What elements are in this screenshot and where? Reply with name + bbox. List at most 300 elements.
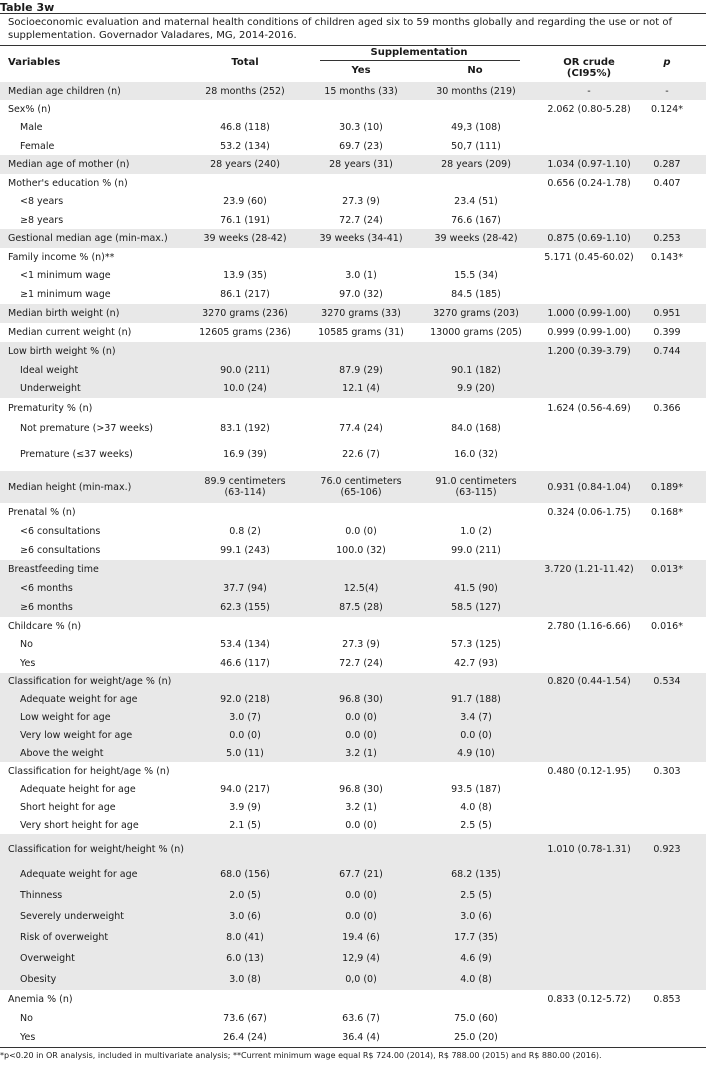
table-header	[0, 45, 706, 83]
cell-variable: <6 consultations	[20, 526, 101, 537]
cell-total: 46.6 (117)	[220, 658, 270, 669]
header-p-value: p	[663, 57, 671, 68]
cell-variable: Breastfeeding time	[8, 564, 99, 575]
cell-no: 4.0 (8)	[460, 801, 492, 813]
cell-variable: ≥1 minimum wage	[20, 289, 111, 300]
cell-yes: 28 years (31)	[329, 159, 393, 170]
cell-p	[642, 192, 692, 211]
cell-or	[536, 579, 642, 598]
cell-or: 0.656 (0.24-1.78)	[547, 177, 631, 189]
cell-p	[642, 708, 692, 726]
cell-total: 73.6 (67)	[223, 1013, 267, 1024]
cell-variable: <8 years	[20, 196, 64, 207]
cell-total	[185, 100, 305, 118]
cell-no	[415, 503, 537, 522]
cell-yes: 100.0 (32)	[336, 545, 386, 556]
cell-p: 0.124*	[651, 103, 683, 115]
cell-total	[185, 990, 305, 1009]
cell-p	[642, 927, 692, 948]
cell-no	[415, 342, 537, 361]
header-total: Total	[231, 57, 259, 68]
cell-yes: 87.5 (28)	[339, 602, 383, 613]
table-row	[0, 673, 706, 690]
table-subrow	[0, 1028, 706, 1046]
cell-no	[415, 248, 537, 266]
cell-yes: 72.7 (24)	[339, 214, 383, 226]
cell-or	[536, 690, 642, 708]
cell-p: 0.366	[653, 402, 681, 414]
table-row	[0, 155, 706, 174]
table-subrow	[0, 118, 706, 137]
cell-variable: Adequate height for age	[20, 783, 136, 795]
cell-or	[536, 798, 642, 816]
table-subrow	[0, 635, 706, 654]
table-row	[0, 560, 706, 579]
table-subrow	[0, 438, 706, 471]
cell-or: 2.062 (0.80-5.28)	[547, 103, 631, 115]
cell-yes: 30.3 (10)	[339, 122, 383, 133]
cell-or: 3.720 (1.21-11.42)	[544, 564, 634, 575]
cell-no: 91.0 centimeters (63-115)	[435, 476, 517, 498]
cell-or	[536, 522, 642, 541]
cell-total: 26.4 (24)	[223, 1031, 267, 1043]
cell-or	[536, 418, 642, 438]
cell-variable: Low birth weight % (n)	[8, 346, 116, 357]
cell-no: 93.5 (187)	[451, 783, 501, 795]
cell-no: 15.5 (34)	[454, 270, 498, 281]
cell-no: 3.0 (6)	[460, 911, 492, 922]
table-subrow	[0, 285, 706, 304]
cell-total: 3.0 (6)	[229, 911, 261, 922]
cell-variable: Not premature (>37 weeks)	[20, 422, 154, 434]
cell-variable: Classification for height/age % (n)	[8, 765, 170, 777]
cell-yes	[300, 673, 422, 690]
cell-no: 57.3 (125)	[451, 639, 501, 650]
cell-total: 90.0 (211)	[220, 364, 270, 376]
cell-total: 28 months (252)	[205, 85, 285, 97]
cell-p	[642, 418, 692, 438]
table-subrow	[0, 780, 706, 798]
cell-or: 0.480 (0.12-1.95)	[547, 765, 631, 777]
table-subrow	[0, 906, 706, 927]
cell-p: 0.287	[653, 159, 681, 170]
cell-variable: Very short height for age	[20, 819, 139, 831]
cell-total	[185, 762, 305, 780]
cell-or	[536, 864, 642, 885]
cell-total: 3.9 (9)	[229, 801, 261, 813]
cell-yes	[300, 342, 422, 361]
cell-yes: 77.4 (24)	[339, 422, 383, 434]
cell-or	[536, 906, 642, 927]
cell-variable: Childcare % (n)	[8, 620, 82, 632]
cell-no: 41.5 (90)	[454, 583, 498, 594]
cell-p: 0.951	[653, 308, 681, 319]
cell-total	[185, 834, 305, 864]
cell-no: 49,3 (108)	[451, 122, 501, 133]
cell-yes: 12,9 (4)	[342, 953, 380, 964]
cell-yes	[300, 248, 422, 266]
cell-total: 0.0 (0)	[229, 729, 261, 741]
table-subrow	[0, 598, 706, 617]
cell-no: 4.9 (10)	[457, 747, 495, 759]
cell-p	[642, 285, 692, 304]
cell-total: 53.2 (134)	[220, 140, 270, 152]
table-bottom-rule	[0, 1047, 706, 1048]
cell-p: 0.744	[653, 346, 681, 357]
cell-no	[415, 398, 537, 418]
table-row	[0, 100, 706, 118]
cell-p	[642, 885, 692, 906]
cell-variable: Median current weight (n)	[8, 327, 132, 338]
table-row	[0, 323, 706, 342]
cell-variable: Female	[20, 140, 55, 152]
cell-total: 92.0 (218)	[220, 693, 270, 705]
cell-p: 0.399	[653, 327, 681, 338]
cell-no: 50,7 (111)	[451, 140, 501, 152]
cell-no: 3270 grams (203)	[433, 308, 519, 319]
cell-or	[536, 816, 642, 834]
cell-yes: 22.6 (7)	[342, 449, 380, 460]
cell-or	[536, 361, 642, 379]
cell-variable: <1 minimum wage	[20, 270, 111, 281]
cell-or	[536, 726, 642, 744]
cell-no: 75.0 (60)	[454, 1013, 498, 1024]
table-subrow	[0, 798, 706, 816]
cell-p	[642, 726, 692, 744]
cell-p: 0.168*	[651, 507, 683, 518]
table-subrow	[0, 654, 706, 673]
cell-no	[415, 560, 537, 579]
cell-variable: Median age children (n)	[8, 85, 121, 97]
table-subrow	[0, 708, 706, 726]
cell-yes: 19.4 (6)	[342, 932, 380, 943]
cell-no: 17.7 (35)	[454, 932, 498, 943]
cell-variable: Classification for weight/age % (n)	[8, 676, 172, 687]
cell-yes: 3.0 (1)	[345, 270, 377, 281]
cell-variable: Median age of mother (n)	[8, 159, 130, 170]
cell-yes	[300, 398, 422, 418]
cell-variable: Sex% (n)	[8, 103, 51, 115]
header-no: No	[467, 65, 483, 76]
cell-or	[536, 1009, 642, 1028]
cell-or	[536, 708, 642, 726]
cell-variable: Median height (min-max.)	[8, 481, 132, 493]
cell-total: 46.8 (118)	[220, 122, 270, 133]
cell-total: 62.3 (155)	[220, 602, 270, 613]
cell-or	[536, 285, 642, 304]
cell-total	[185, 673, 305, 690]
table-caption	[0, 13, 706, 46]
cell-or: -	[587, 85, 591, 97]
cell-variable: ≥6 consultations	[20, 545, 101, 556]
table-row	[0, 82, 706, 100]
cell-or: 0.875 (0.69-1.10)	[547, 233, 631, 244]
cell-total: 53.4 (134)	[220, 639, 270, 650]
cell-no: 3.4 (7)	[460, 711, 492, 723]
cell-variable: Gestional median age (min-max.)	[8, 233, 168, 244]
cell-total: 68.0 (156)	[220, 869, 270, 880]
cell-p	[642, 969, 692, 990]
cell-variable: No	[20, 639, 33, 650]
cell-p	[642, 118, 692, 137]
cell-p	[642, 541, 692, 560]
cell-no: 23.4 (51)	[454, 196, 498, 207]
cell-yes: 0.0 (0)	[345, 819, 377, 831]
cell-total: 12605 grams (236)	[199, 327, 291, 338]
cell-total: 76.1 (191)	[220, 214, 270, 226]
table-subrow	[0, 744, 706, 762]
cell-p	[642, 948, 692, 969]
cell-total: 3.0 (8)	[229, 974, 261, 985]
cell-or	[536, 969, 642, 990]
cell-total: 83.1 (192)	[220, 422, 270, 434]
cell-total: 28 years (240)	[210, 159, 280, 170]
header-or-crude: OR crude (CI95%)	[563, 57, 615, 79]
cell-no: 4.6 (9)	[460, 953, 492, 964]
table-row	[0, 990, 706, 1009]
cell-no: 39 weeks (28-42)	[434, 233, 518, 244]
cell-or	[536, 780, 642, 798]
cell-yes: 96.8 (30)	[339, 783, 383, 795]
cell-or: 0.833 (0.12-5.72)	[547, 994, 631, 1005]
cell-total	[185, 342, 305, 361]
cell-total	[185, 617, 305, 635]
cell-yes	[300, 174, 422, 192]
cell-or: 1.624 (0.56-4.69)	[547, 402, 631, 414]
cell-variable: Classification for weight/height % (n)	[8, 843, 184, 855]
cell-p: -	[665, 85, 669, 97]
table-subrow	[0, 361, 706, 379]
cell-variable: Prenatal % (n)	[8, 507, 76, 518]
cell-yes	[300, 834, 422, 864]
cell-variable: Premature (≤37 weeks)	[20, 449, 133, 460]
cell-total	[185, 503, 305, 522]
cell-p	[642, 654, 692, 673]
cell-variable: Above the weight	[20, 747, 104, 759]
cell-yes: 3.2 (1)	[345, 747, 377, 759]
cell-total: 23.9 (60)	[223, 196, 267, 207]
cell-total	[185, 174, 305, 192]
cell-variable: Adequate weight for age	[20, 693, 138, 705]
cell-no: 0.0 (0)	[460, 729, 492, 741]
table-subrow	[0, 885, 706, 906]
table-label: Table 3w	[0, 1, 55, 14]
table-row	[0, 229, 706, 248]
cell-or	[536, 211, 642, 229]
cell-no: 13000 grams (205)	[430, 327, 522, 338]
cell-or	[536, 1028, 642, 1046]
cell-variable: Obesity	[20, 974, 57, 985]
cell-or: 0.820 (0.44-1.54)	[547, 676, 631, 687]
cell-p	[642, 438, 692, 471]
cell-variable: ≥8 years	[20, 214, 64, 226]
cell-p	[642, 598, 692, 617]
cell-or	[536, 266, 642, 285]
table-subrow	[0, 137, 706, 155]
cell-yes	[300, 503, 422, 522]
table-subrow	[0, 211, 706, 229]
table-subrow	[0, 726, 706, 744]
cell-total: 89.9 centimeters (63-114)	[204, 476, 286, 498]
cell-yes: 15 months (33)	[324, 85, 398, 97]
cell-p	[642, 744, 692, 762]
cell-variable: Mother's education % (n)	[8, 177, 128, 189]
cell-total: 0.8 (2)	[229, 526, 261, 537]
cell-yes: 27.3 (9)	[342, 196, 380, 207]
table-subrow	[0, 948, 706, 969]
caption-line: Socioeconomic evaluation and maternal health conditions of children aged six to 59 months globally and regarding the use or not of	[8, 17, 673, 28]
cell-no: 2.5 (5)	[460, 890, 492, 901]
cell-yes: 12.5(4)	[343, 583, 379, 594]
cell-total: 3.0 (7)	[229, 711, 261, 723]
cell-or	[536, 438, 642, 471]
cell-p: 0.407	[653, 177, 681, 189]
cell-no: 84.5 (185)	[451, 289, 501, 300]
cell-p	[642, 1028, 692, 1046]
cell-p	[642, 137, 692, 155]
cell-yes: 12.1 (4)	[342, 383, 380, 394]
cell-variable: <6 months	[20, 583, 73, 594]
cell-or	[536, 118, 642, 137]
cell-no	[415, 174, 537, 192]
cell-p	[642, 361, 692, 379]
cell-p: 0.189*	[651, 481, 683, 493]
cell-total: 37.7 (94)	[223, 583, 267, 594]
cell-yes: 0.0 (0)	[345, 890, 377, 901]
cell-total: 99.1 (243)	[220, 545, 270, 556]
cell-variable: Very low weight for age	[20, 729, 133, 741]
cell-total: 10.0 (24)	[223, 383, 267, 394]
cell-yes: 76.0 centimeters (65-106)	[320, 476, 402, 498]
cell-total: 16.9 (39)	[223, 449, 267, 460]
cell-or: 0.931 (0.84-1.04)	[547, 481, 631, 493]
cell-yes: 69.7 (23)	[339, 140, 383, 152]
cell-or	[536, 927, 642, 948]
cell-no	[415, 762, 537, 780]
cell-total: 6.0 (13)	[226, 953, 264, 964]
cell-or	[536, 654, 642, 673]
cell-total	[185, 398, 305, 418]
cell-variable: Underweight	[20, 383, 81, 394]
header-divider	[320, 60, 520, 61]
cell-total: 2.1 (5)	[229, 819, 261, 831]
cell-yes: 27.3 (9)	[342, 639, 380, 650]
cell-no: 90.1 (182)	[451, 364, 501, 376]
cell-p: 0.303	[653, 765, 681, 777]
table-subrow	[0, 1009, 706, 1028]
table-subrow	[0, 379, 706, 398]
cell-variable: Yes	[20, 1031, 36, 1043]
cell-yes	[300, 617, 422, 635]
cell-or	[536, 948, 642, 969]
cell-total: 94.0 (217)	[220, 783, 270, 795]
table-subrow	[0, 579, 706, 598]
cell-p: 0.016*	[651, 620, 683, 632]
cell-yes: 0.0 (0)	[345, 911, 377, 922]
cell-p: 0.923	[653, 843, 681, 855]
cell-p	[642, 266, 692, 285]
cell-yes: 97.0 (32)	[339, 289, 383, 300]
cell-or: 1.000 (0.99-1.00)	[547, 308, 631, 319]
cell-total: 5.0 (11)	[226, 747, 264, 759]
cell-variable: ≥6 months	[20, 602, 73, 613]
cell-variable: No	[20, 1013, 33, 1024]
table-row	[0, 174, 706, 192]
table-subrow	[0, 927, 706, 948]
cell-yes: 96.8 (30)	[339, 693, 383, 705]
cell-p: 0.143*	[651, 251, 683, 263]
cell-no: 99.0 (211)	[451, 545, 501, 556]
table-row	[0, 617, 706, 635]
table-row	[0, 398, 706, 418]
table-footnote: *p<0.20 in OR analysis, included in multivariate analysis; **Current minimum wage equal R$ 724.00 (2014), R$ 788.00 (2015) and R$ 880.00 (2016).	[0, 1051, 602, 1060]
cell-yes: 39 weeks (34-41)	[319, 233, 403, 244]
header-supplementation: Supplementation	[370, 47, 468, 58]
cell-or: 0.999 (0.99-1.00)	[547, 327, 631, 338]
table-subrow	[0, 969, 706, 990]
cell-total	[185, 248, 305, 266]
cell-p	[642, 798, 692, 816]
cell-no	[415, 673, 537, 690]
header-yes: Yes	[351, 65, 371, 76]
cell-yes	[300, 762, 422, 780]
cell-variable: Yes	[20, 658, 36, 669]
cell-yes: 72.7 (24)	[339, 658, 383, 669]
cell-or: 5.171 (0.45-60.02)	[544, 251, 634, 263]
table-row	[0, 503, 706, 522]
cell-variable: Family income % (n)**	[8, 251, 115, 263]
cell-no: 9.9 (20)	[457, 383, 495, 394]
cell-or	[536, 192, 642, 211]
table-row	[0, 248, 706, 266]
cell-yes: 0.0 (0)	[345, 711, 377, 723]
cell-p: 0.013*	[651, 564, 683, 575]
cell-no: 76.6 (167)	[451, 214, 501, 226]
cell-no: 84.0 (168)	[451, 422, 501, 434]
cell-total: 86.1 (217)	[220, 289, 270, 300]
cell-variable: Thinness	[20, 890, 63, 901]
cell-no: 91.7 (188)	[451, 693, 501, 705]
table-subrow	[0, 266, 706, 285]
cell-or: 1.034 (0.97-1.10)	[547, 159, 631, 170]
cell-yes	[300, 100, 422, 118]
cell-yes: 67.7 (21)	[339, 869, 383, 880]
cell-p	[642, 816, 692, 834]
cell-variable: Severely underweight	[20, 911, 125, 922]
table-row	[0, 304, 706, 323]
cell-variable: Short height for age	[20, 801, 116, 813]
cell-yes	[300, 990, 422, 1009]
cell-no: 28 years (209)	[441, 159, 511, 170]
cell-p	[642, 780, 692, 798]
table-subrow	[0, 690, 706, 708]
cell-yes: 3270 grams (33)	[321, 308, 401, 319]
table-subrow	[0, 418, 706, 438]
cell-variable: Low weight for age	[20, 711, 111, 723]
cell-or	[536, 598, 642, 617]
cell-no	[415, 100, 537, 118]
cell-yes: 3.2 (1)	[345, 801, 377, 813]
cell-or: 2.780 (1.16-6.66)	[547, 620, 631, 632]
cell-total: 39 weeks (28-42)	[203, 233, 287, 244]
cell-total: 3270 grams (236)	[202, 308, 288, 319]
cell-variable: Overweight	[20, 953, 75, 964]
cell-or	[536, 541, 642, 560]
cell-total: 2.0 (5)	[229, 890, 261, 901]
cell-p	[642, 635, 692, 654]
cell-yes: 0.0 (0)	[345, 526, 377, 537]
cell-no: 16.0 (32)	[454, 449, 498, 460]
